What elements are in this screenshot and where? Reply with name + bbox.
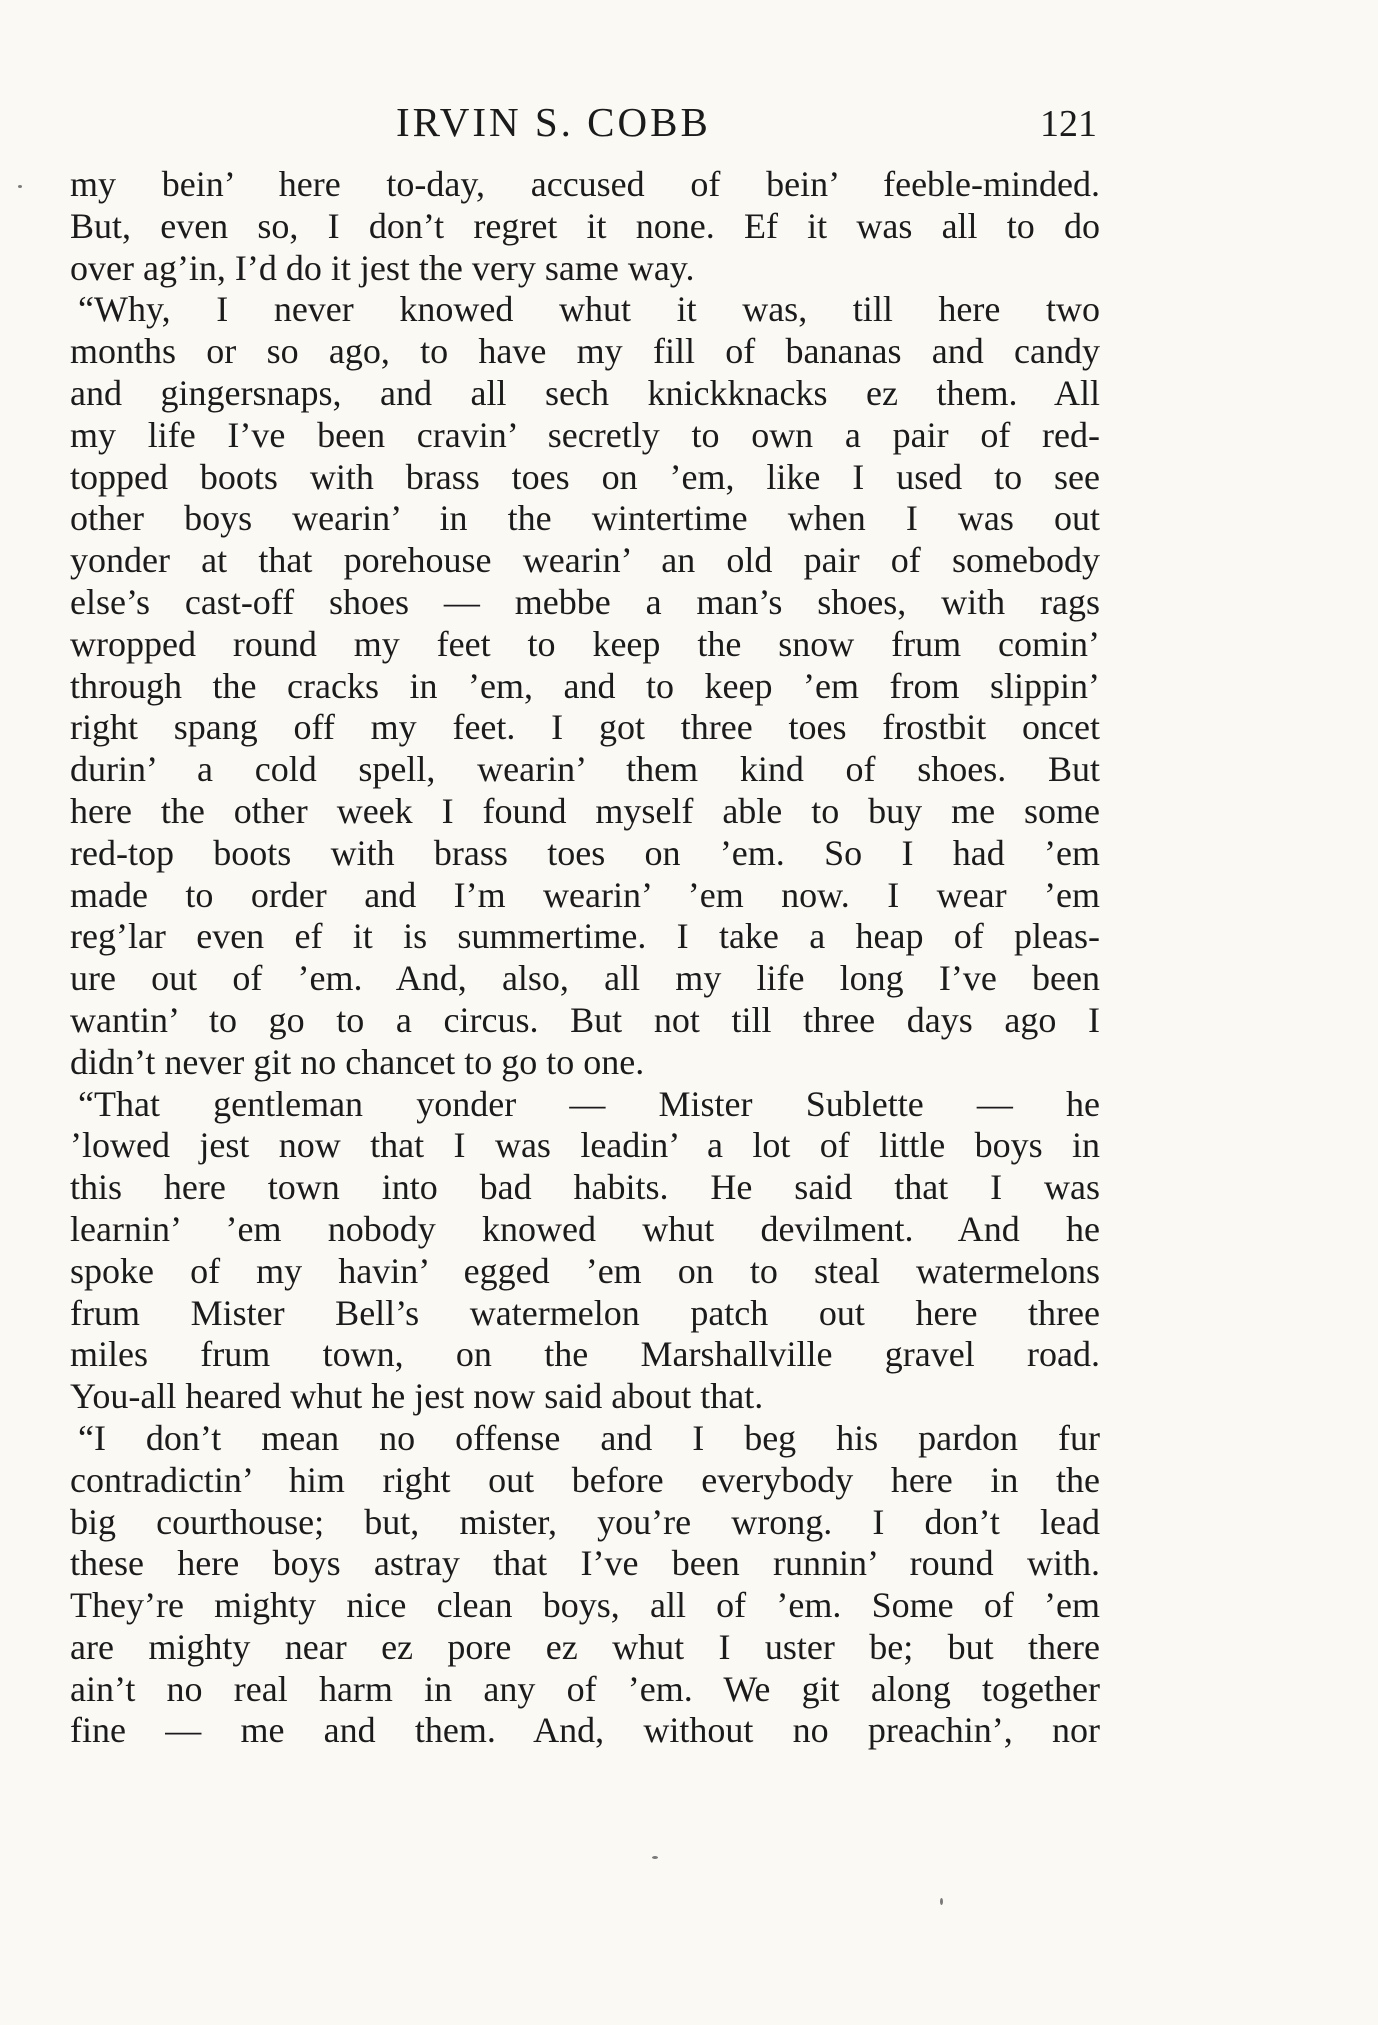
text-line: months or so ago, to have my fill of bananas and candy [70,331,1100,372]
text-line: are mighty near ez pore ez whut I uster be; but there [70,1626,1100,1667]
text-line: “Why, I never knowed whut it was, till here two [78,289,1100,330]
running-title: IRVIN S. COBB [396,99,711,145]
text-line: But, even so, I don’t regret it none. Ef it was all to do [70,205,1100,246]
text-line: miles frum town, on the Marshallville gravel road. [70,1334,1100,1375]
text-line: reg’lar even ef it is summertime. I take a heap of pleas- [70,916,1100,957]
text-line: spoke of my havin’ egged ’em on to steal watermelons [70,1250,1100,1291]
text-line: ure out of ’em. And, also, all my life long I’ve been [70,958,1100,999]
page-number: 121 [1040,103,1097,145]
text-line: my life I’ve been cravin’ secretly to own a pair of red- [70,414,1100,455]
text-line: topped boots with brass toes on ’em, like I used to see [70,456,1100,497]
text-line: frum Mister Bell’s watermelon patch out here three [70,1292,1100,1333]
paper-speck [940,1898,943,1905]
text-line: You-all heared whut he jest now said about that. [70,1376,764,1417]
text-line: over ag’in, I’d do it jest the very same way. [70,247,695,288]
text-line: this here town into bad habits. He said that I was [70,1167,1100,1208]
text-line: wantin’ to go to a circus. But not till three days ago I [70,999,1100,1040]
text-line: didn’t never git no chancet to go to one. [70,1041,645,1082]
text-line: fine — me and them. And, without no preachin’, nor [70,1710,1100,1751]
text-line: learnin’ ’em nobody knowed whut devilment. And he [70,1208,1100,1249]
text-line: here the other week I found myself able to buy me some [70,790,1100,831]
text-line: right spang off my feet. I got three toes frostbit oncet [70,707,1100,748]
text-line: my bein’ here to-day, accused of bein’ feeble-minded. [70,164,1100,204]
text-line: and gingersnaps, and all sech knickknacks ez them. All [70,372,1100,413]
text-line: ’lowed jest now that I was leadin’ a lot of little boys in [70,1125,1100,1166]
text-line: They’re mighty nice clean boys, all of ’em. Some of ’em [70,1585,1100,1626]
text-line: wropped round my feet to keep the snow frum comin’ [70,623,1100,664]
text-line: made to order and I’m wearin’ ’em now. I wear ’em [70,874,1100,915]
text-line: else’s cast-off shoes — mebbe a man’s shoes, with rags [70,581,1100,622]
text-line: durin’ a cold spell, wearin’ them kind of shoes. But [70,749,1100,790]
text-line: red-top boots with brass toes on ’em. So I had ’em [70,832,1100,873]
text-line: these here boys astray that I’ve been runnin’ round with. [70,1543,1100,1584]
text-line: through the cracks in ’em, and to keep ’em from slippin’ [70,665,1100,706]
text-line: “I don’t mean no offense and I beg his pardon fur [78,1417,1100,1458]
paper-speck [18,185,22,188]
text-line: “That gentleman yonder — Mister Sublette — he [78,1083,1100,1124]
paper-speck [652,1856,658,1859]
text-line: big courthouse; but, mister, you’re wrong. I don’t lead [70,1501,1100,1542]
text-line: ain’t no real harm in any of ’em. We git along together [70,1668,1100,1709]
text-line: contradictin’ him right out before everybody here in the [70,1459,1100,1500]
text-line: other boys wearin’ in the wintertime when I was out [70,498,1100,539]
text-line: yonder at that porehouse wearin’ an old pair of somebody [70,540,1100,581]
page-header [0,92,1378,152]
body-text [70,164,1100,1752]
